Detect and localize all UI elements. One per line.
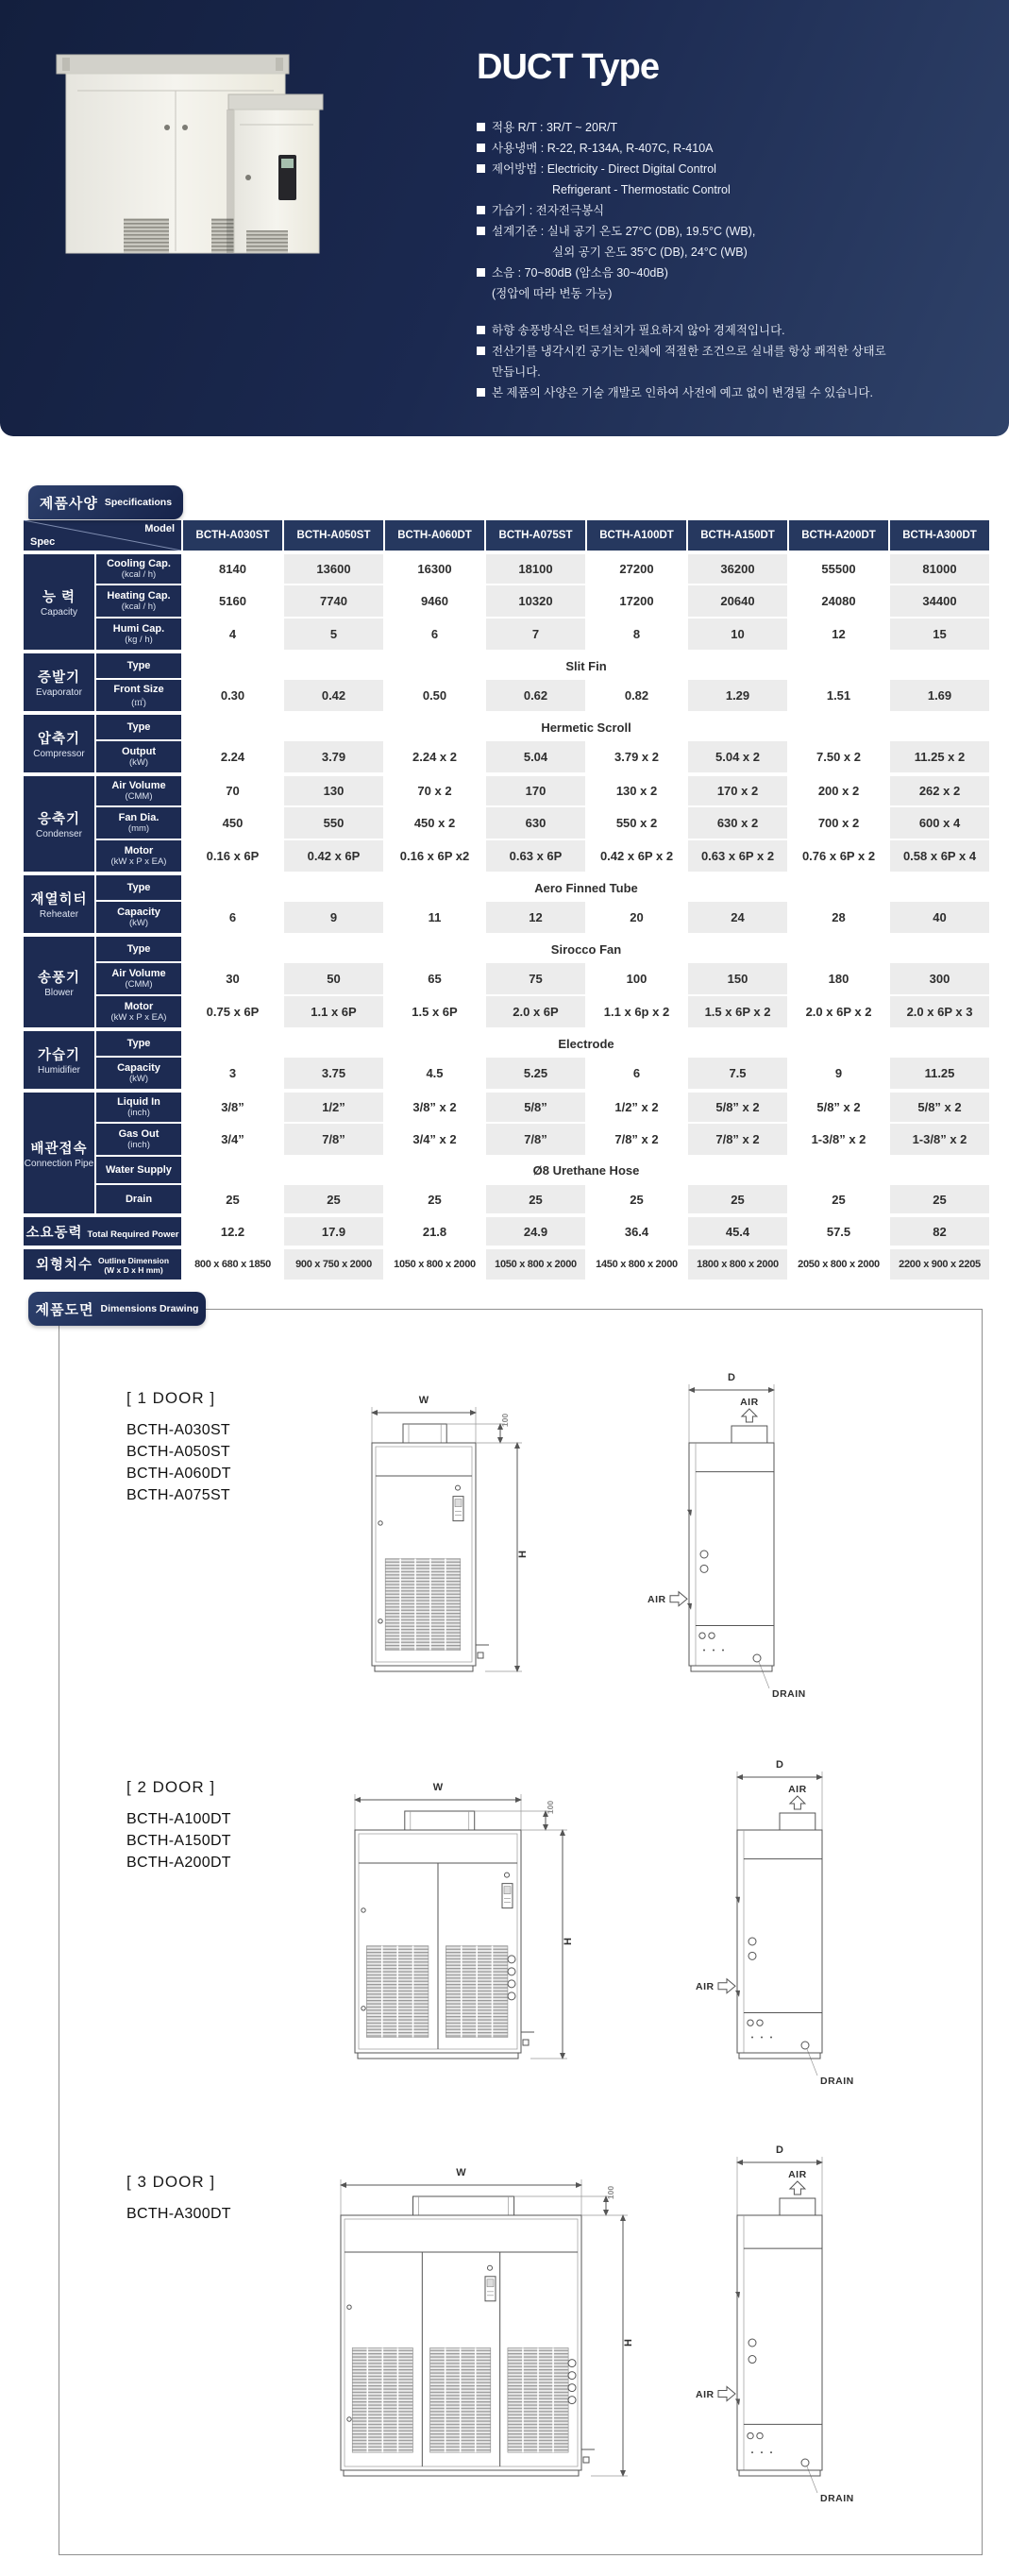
spec-value-cell: 550 x 2 — [587, 807, 686, 839]
header-bullet-line — [477, 179, 1005, 200]
header-bullet-line — [477, 221, 1005, 242]
spec-value-cell: 15 — [890, 619, 989, 650]
spec-value-cell: 0.63 x 6P — [486, 840, 585, 872]
spec-value-cell: 800 x 680 x 1850 — [183, 1247, 282, 1280]
spec-value-cell: 1-3/8” x 2 — [789, 1124, 888, 1155]
specifications-badge-english: Specifications — [104, 497, 173, 508]
spec-group-label: 재열히터 Reheater — [24, 873, 94, 933]
bullet-square-icon — [477, 227, 485, 235]
spec-value-cell: 5/8” x 2 — [890, 1091, 989, 1122]
svg-text:DRAIN: DRAIN — [820, 2076, 854, 2087]
spec-value-cell: 6 — [183, 902, 282, 933]
spec-value-cell: 450 x 2 — [385, 807, 484, 839]
bullet-square-icon — [477, 144, 485, 152]
header-bullet-text: 만듭니다. — [492, 365, 541, 379]
spec-value-cell: 5.25 — [486, 1058, 585, 1089]
model-name: BCTH-A150DT — [126, 1833, 231, 1849]
spec-value-cell: 28 — [789, 902, 888, 933]
spec-value-cell: 7/8” — [486, 1124, 585, 1155]
spec-value-cell: 4.5 — [385, 1058, 484, 1089]
spec-value-cell: 13600 — [284, 552, 383, 584]
spec-value-cell: 17.9 — [284, 1215, 383, 1246]
spec-value-cell: 1050 x 800 x 2000 — [486, 1247, 585, 1280]
spec-value-cell: 0.62 — [486, 680, 585, 711]
header-bullet-line — [477, 117, 1005, 138]
spec-value-cell: 20640 — [688, 585, 787, 617]
spec-value-cell: 262 x 2 — [890, 774, 989, 805]
spec-value-cell: 25 — [284, 1185, 383, 1213]
spec-row-label: Water Supply — [96, 1157, 181, 1183]
svg-text:H: H — [563, 1938, 574, 1945]
spec-row-label: Air Volume (CMM) — [96, 963, 181, 994]
model-column-header: BCTH-A100DT — [587, 520, 686, 551]
spec-value-cell: 1800 x 800 x 2000 — [688, 1247, 787, 1280]
model-column-header: BCTH-A060DT — [385, 520, 484, 551]
spec-value-cell: 700 x 2 — [789, 807, 888, 839]
spec-value-cell: 4 — [183, 619, 282, 650]
spec-value-cell: 1.69 — [890, 680, 989, 711]
model-name: BCTH-A060DT — [126, 1466, 231, 1482]
spec-value-cell: 0.63 x 6P x 2 — [688, 840, 787, 872]
svg-text:100: 100 — [606, 2185, 615, 2200]
front-view-drawing — [344, 1775, 589, 2093]
spec-value-cell: 11 — [385, 902, 484, 933]
spec-value-cell: 25 — [587, 1185, 686, 1213]
spec-value-cell: 630 x 2 — [688, 807, 787, 839]
svg-text:AIR: AIR — [696, 2389, 715, 2400]
bullet-square-icon — [477, 268, 485, 277]
spec-value-cell: 0.50 — [385, 680, 484, 711]
spec-value-cell: 0.82 — [587, 680, 686, 711]
bullet-square-icon — [477, 206, 485, 214]
model-name: BCTH-A050ST — [126, 1444, 230, 1460]
spec-value-cell: 8140 — [183, 552, 282, 584]
spec-value-cell: 57.5 — [789, 1215, 888, 1246]
spec-value-cell: 600 x 4 — [890, 807, 989, 839]
header-banner — [0, 0, 1009, 436]
door-model-list — [126, 1419, 231, 1506]
header-bullet-line — [477, 341, 1005, 362]
spec-row-label: Cooling Cap. (kcal / h) — [96, 552, 181, 584]
spec-value-cell: 5/8” x 2 — [688, 1091, 787, 1122]
spec-group-label: 압축기 Compressor — [24, 713, 94, 772]
svg-text:DRAIN: DRAIN — [820, 2493, 854, 2504]
door-model-list — [126, 2203, 231, 2225]
spec-group-label: 응축기 Condenser — [24, 774, 94, 872]
spec-value-cell: 5/8” — [486, 1091, 585, 1122]
spec-value-cell: 3.75 — [284, 1058, 383, 1089]
spec-value-cell: 0.76 x 6P x 2 — [789, 840, 888, 872]
corner-model-label: Model — [144, 523, 175, 534]
product-photo — [53, 34, 336, 256]
spec-row-label: Humi Cap. (kg / h) — [96, 619, 181, 650]
header-bullet-text: 본 제품의 사양은 기술 개발로 인하여 사전에 예고 없이 변경될 수 있습니다. — [492, 386, 873, 399]
svg-text:AIR: AIR — [696, 1981, 715, 1993]
spec-row-label: Fan Dia. (mm) — [96, 807, 181, 839]
spec-value-cell: 3/4” — [183, 1124, 282, 1155]
spec-value-cell: 3/4” x 2 — [385, 1124, 484, 1155]
spec-group-label: 배관접속 Connection Pipe — [24, 1091, 94, 1213]
spec-value-cell: 18100 — [486, 552, 585, 584]
header-bullet-text: 적용 R/T : 3R/T ~ 20R/T — [492, 121, 618, 134]
spec-value-cell: 34400 — [890, 585, 989, 617]
header-bullet-line — [477, 362, 1005, 382]
spec-value-cell: 40 — [890, 902, 989, 933]
svg-text:AIR: AIR — [740, 1397, 759, 1408]
spec-value-cell: 5 — [284, 619, 383, 650]
spec-value-cell: 12 — [486, 902, 585, 933]
svg-text:D: D — [776, 1759, 783, 1771]
header-bullet-line — [477, 200, 1005, 221]
spec-value-cell: 82 — [890, 1215, 989, 1246]
spec-value-cell: 11.25 x 2 — [890, 741, 989, 772]
spec-group-label: 가습기 Humidifier — [24, 1029, 94, 1089]
spec-value-cell: 1/2” x 2 — [587, 1091, 686, 1122]
spec-value-cell: 7 — [486, 619, 585, 650]
spec-row-label: Type — [96, 873, 181, 900]
spec-value-cell: 21.8 — [385, 1215, 484, 1246]
spec-row-label: Front Size (㎡) — [96, 680, 181, 711]
spec-span-value: Slit Fin — [183, 652, 989, 678]
dimensions-badge — [28, 1292, 206, 1326]
svg-text:H: H — [623, 2339, 634, 2347]
model-name: BCTH-A300DT — [126, 2206, 231, 2222]
spec-value-cell: 7/8” — [284, 1124, 383, 1155]
spec-value-cell: 300 — [890, 963, 989, 994]
spec-value-cell: 24080 — [789, 585, 888, 617]
spec-row-label: Type — [96, 652, 181, 678]
svg-text:D: D — [776, 2144, 783, 2156]
header-bullet-text: 가습기 : 전자전극봉식 — [492, 204, 605, 217]
header-bullet-text: 하향 송풍방식은 덕트설치가 필요하지 않아 경제적입니다. — [492, 324, 785, 337]
model-column-header: BCTH-A300DT — [890, 520, 989, 551]
spec-value-cell: 9 — [284, 902, 383, 933]
spec-span-value: Electrode — [183, 1029, 989, 1056]
header-bullet-line — [477, 159, 1005, 179]
svg-text:AIR: AIR — [788, 2169, 807, 2180]
spec-value-cell: 1-3/8” x 2 — [890, 1124, 989, 1155]
spec-value-cell: 50 — [284, 963, 383, 994]
svg-text:AIR: AIR — [788, 1784, 807, 1795]
spec-value-cell: 36200 — [688, 552, 787, 584]
corner-spec-label: Spec — [30, 536, 56, 548]
model-column-header: BCTH-A200DT — [789, 520, 888, 551]
spec-span-value: Sirocco Fan — [183, 935, 989, 961]
spec-value-cell: 3/8” — [183, 1091, 282, 1122]
spec-group-label: 증발기 Evaporator — [24, 652, 94, 711]
spec-value-cell: 25 — [688, 1185, 787, 1213]
header-bullet-text: 전산기를 냉각시킨 공기는 인체에 적절한 조건으로 실내를 항상 쾌적한 상태로 — [492, 345, 886, 358]
spec-value-cell: 2.24 — [183, 741, 282, 772]
spec-value-cell: 0.16 x 6P — [183, 840, 282, 872]
spec-row-label: Type — [96, 935, 181, 961]
spec-value-cell: 0.58 x 6P x 4 — [890, 840, 989, 872]
header-bullet-list — [477, 117, 1005, 403]
spec-value-cell: 0.75 x 6P — [183, 996, 282, 1027]
header-bullet-text: (정압에 따라 변동 가능) — [492, 287, 613, 300]
model-name: BCTH-A075ST — [126, 1487, 230, 1503]
header-bullet-line — [477, 382, 1005, 403]
header-bullet-text: 제어방법 : Electricity - Direct Digital Control — [492, 162, 716, 176]
door-count-label: [ 1 DOOR ] — [126, 1389, 216, 1407]
model-column-header: BCTH-A150DT — [688, 520, 787, 551]
spec-value-cell: 25 — [789, 1185, 888, 1213]
spec-value-cell: 25 — [385, 1185, 484, 1213]
spec-value-cell: 1050 x 800 x 2000 — [385, 1247, 484, 1280]
spec-value-cell: 30 — [183, 963, 282, 994]
header-bullet-text: 사용냉매 : R-22, R-134A, R-407C, R-410A — [492, 142, 714, 155]
front-view-drawing — [361, 1388, 544, 1706]
spec-value-cell: 1/2” — [284, 1091, 383, 1122]
spec-value-cell: 10320 — [486, 585, 585, 617]
spec-value-cell: 81000 — [890, 552, 989, 584]
spec-value-cell: 7.50 x 2 — [789, 741, 888, 772]
spec-row-label: Air Volume (CMM) — [96, 774, 181, 805]
specifications-table — [22, 518, 991, 1281]
spec-value-cell: 70 x 2 — [385, 774, 484, 805]
page-title: DUCT Type — [477, 47, 659, 87]
header-bullet-line — [477, 320, 1005, 341]
specifications-badge-korean: 제품사양 — [39, 495, 98, 512]
spec-value-cell: 25 — [890, 1185, 989, 1213]
spec-value-cell: 180 — [789, 963, 888, 994]
door-count-label: [ 2 DOOR ] — [126, 1778, 216, 1796]
spec-value-cell: 27200 — [587, 552, 686, 584]
spec-value-cell: 6 — [587, 1058, 686, 1089]
spec-row-label: Drain — [96, 1185, 181, 1213]
spec-value-cell: 130 — [284, 774, 383, 805]
spec-value-cell: 24 — [688, 902, 787, 933]
spec-value-cell: 1.51 — [789, 680, 888, 711]
dimensions-badge-korean: 제품도면 — [35, 1301, 94, 1318]
dimensions-drawing-box — [59, 1309, 983, 2555]
bullet-square-icon — [477, 347, 485, 355]
svg-text:W: W — [456, 2167, 466, 2178]
spec-value-cell: 6 — [385, 619, 484, 650]
spec-value-cell: 170 — [486, 774, 585, 805]
spec-value-cell: 2.0 x 6P x 3 — [890, 996, 989, 1027]
spec-value-cell: 0.42 x 6P x 2 — [587, 840, 686, 872]
spec-value-cell: 3.79 x 2 — [587, 741, 686, 772]
spec-group-label: 능 력 Capacity — [24, 552, 94, 650]
spec-row-label: Heating Cap. (kcal / h) — [96, 585, 181, 617]
spec-value-cell: 900 x 750 x 2000 — [284, 1247, 383, 1280]
model-name: BCTH-A030ST — [126, 1422, 230, 1438]
spec-value-cell: 0.42 — [284, 680, 383, 711]
spec-value-cell: 550 — [284, 807, 383, 839]
spec-table-corner — [24, 520, 181, 551]
spec-group-label: 송풍기 Blower — [24, 935, 94, 1027]
side-view-drawing — [684, 2140, 871, 2530]
spec-value-cell: 12.2 — [183, 1215, 282, 1246]
spec-value-cell: 2200 x 900 x 2205 — [890, 1247, 989, 1280]
svg-text:D: D — [728, 1372, 735, 1383]
spec-value-cell: 45.4 — [688, 1215, 787, 1246]
outline-dimension-label: 외형치수 Outline Dimension (W x D x H mm) — [24, 1247, 181, 1280]
spec-value-cell: 3.79 — [284, 741, 383, 772]
spec-value-cell: 3/8” x 2 — [385, 1091, 484, 1122]
spec-row-label: Output (kW) — [96, 741, 181, 772]
spec-value-cell: 1450 x 800 x 2000 — [587, 1247, 686, 1280]
header-bullet-text: 실외 공기 온도 35°C (DB), 24°C (WB) — [552, 246, 748, 259]
specifications-badge — [28, 485, 183, 519]
door-group — [126, 2173, 231, 2225]
spec-value-cell: 70 — [183, 774, 282, 805]
spec-value-cell: 36.4 — [587, 1215, 686, 1246]
spec-value-cell: 0.16 x 6P x2 — [385, 840, 484, 872]
spec-value-cell: 1.1 x 6P — [284, 996, 383, 1027]
bullet-square-icon — [477, 326, 485, 334]
spec-value-cell: 8 — [587, 619, 686, 650]
spec-value-cell: 65 — [385, 963, 484, 994]
spec-value-cell: 2.0 x 6P x 2 — [789, 996, 888, 1027]
spec-value-cell: 170 x 2 — [688, 774, 787, 805]
header-bullet-text: Refrigerant - Thermostatic Control — [552, 183, 731, 196]
spec-value-cell: 17200 — [587, 585, 686, 617]
spec-value-cell: 0.42 x 6P — [284, 840, 383, 872]
header-bullet-text: 소음 : 70~80dB (암소음 30~40dB) — [492, 266, 668, 280]
model-column-header: BCTH-A050ST — [284, 520, 383, 551]
spec-value-cell: 5.04 — [486, 741, 585, 772]
model-name: BCTH-A200DT — [126, 1855, 231, 1871]
spec-row-label: Type — [96, 1029, 181, 1056]
spec-value-cell: 2050 x 800 x 2000 — [789, 1247, 888, 1280]
spec-row-label: Motor (kW x P x EA) — [96, 996, 181, 1027]
spec-value-cell: 100 — [587, 963, 686, 994]
spec-span-value: Hermetic Scroll — [183, 713, 989, 739]
spec-value-cell: 150 — [688, 963, 787, 994]
spec-value-cell: 2.24 x 2 — [385, 741, 484, 772]
svg-text:AIR: AIR — [647, 1594, 666, 1606]
bullet-square-icon — [477, 164, 485, 173]
svg-text:W: W — [432, 1782, 444, 1793]
spec-value-cell: 200 x 2 — [789, 774, 888, 805]
spec-value-cell: 3 — [183, 1058, 282, 1089]
spec-value-cell: 20 — [587, 902, 686, 933]
spec-row-label: Liquid In (inch) — [96, 1091, 181, 1122]
spec-value-cell: 1.5 x 6P — [385, 996, 484, 1027]
spec-span-value: Ø8 Urethane Hose — [183, 1157, 989, 1183]
model-name: BCTH-A100DT — [126, 1811, 231, 1827]
total-power-label: 소요동력 Total Required Power — [24, 1215, 181, 1246]
spec-row-label: Capacity (kW) — [96, 1058, 181, 1089]
spec-value-cell: 130 x 2 — [587, 774, 686, 805]
side-view-drawing — [636, 1367, 823, 1725]
header-bullet-text: 설계기준 : 실내 공기 온도 27°C (DB), 19.5°C (WB), — [492, 225, 756, 238]
spec-value-cell: 75 — [486, 963, 585, 994]
spec-row-label: Gas Out (inch) — [96, 1124, 181, 1155]
model-column-header: BCTH-A030ST — [183, 520, 282, 551]
spec-value-cell: 2.0 x 6P — [486, 996, 585, 1027]
spec-value-cell: 630 — [486, 807, 585, 839]
spec-value-cell: 11.25 — [890, 1058, 989, 1089]
spec-value-cell: 9 — [789, 1058, 888, 1089]
spec-value-cell: 1.1 x 6p x 2 — [587, 996, 686, 1027]
door-count-label: [ 3 DOOR ] — [126, 2173, 216, 2191]
header-bullet-line — [477, 242, 1005, 263]
spec-value-cell: 1.5 x 6P x 2 — [688, 996, 787, 1027]
svg-text:H: H — [517, 1551, 529, 1558]
spec-row-label: Type — [96, 713, 181, 739]
spec-value-cell: 7/8” x 2 — [587, 1124, 686, 1155]
spec-value-cell: 7740 — [284, 585, 383, 617]
svg-text:100: 100 — [546, 1800, 555, 1815]
spec-value-cell: 25 — [183, 1185, 282, 1213]
spec-row-label: Capacity (kW) — [96, 902, 181, 933]
spec-span-value: Aero Finned Tube — [183, 873, 989, 900]
header-bullet-line — [477, 283, 1005, 304]
spec-value-cell: 10 — [688, 619, 787, 650]
spec-value-cell: 16300 — [385, 552, 484, 584]
door-group — [126, 1389, 231, 1506]
svg-text:DRAIN: DRAIN — [772, 1688, 806, 1700]
door-group — [126, 1778, 231, 1873]
spec-row-label: Motor (kW x P x EA) — [96, 840, 181, 872]
spec-value-cell: 24.9 — [486, 1215, 585, 1246]
spec-table-grid — [22, 518, 991, 1281]
spec-value-cell: 55500 — [789, 552, 888, 584]
spec-value-cell: 5.04 x 2 — [688, 741, 787, 772]
door-model-list — [126, 1808, 231, 1873]
spec-value-cell: 1.29 — [688, 680, 787, 711]
bullet-square-icon — [477, 388, 485, 397]
model-column-header: BCTH-A075ST — [486, 520, 585, 551]
spec-value-cell: 450 — [183, 807, 282, 839]
header-bullet-line — [477, 138, 1005, 159]
bullet-square-icon — [477, 123, 485, 131]
side-view-drawing — [684, 1754, 871, 2112]
header-bullet-line — [477, 263, 1005, 283]
svg-text:W: W — [418, 1395, 429, 1406]
dimensions-badge-english: Dimensions Drawing — [100, 1303, 199, 1314]
spec-value-cell: 7.5 — [688, 1058, 787, 1089]
spec-value-cell: 5160 — [183, 585, 282, 617]
spec-value-cell: 9460 — [385, 585, 484, 617]
spec-value-cell: 12 — [789, 619, 888, 650]
spec-value-cell: 25 — [486, 1185, 585, 1213]
front-view-drawing — [329, 2161, 649, 2511]
spec-value-cell: 5/8” x 2 — [789, 1091, 888, 1122]
svg-text:100: 100 — [500, 1413, 510, 1428]
spec-value-cell: 0.30 — [183, 680, 282, 711]
spec-value-cell: 7/8” x 2 — [688, 1124, 787, 1155]
